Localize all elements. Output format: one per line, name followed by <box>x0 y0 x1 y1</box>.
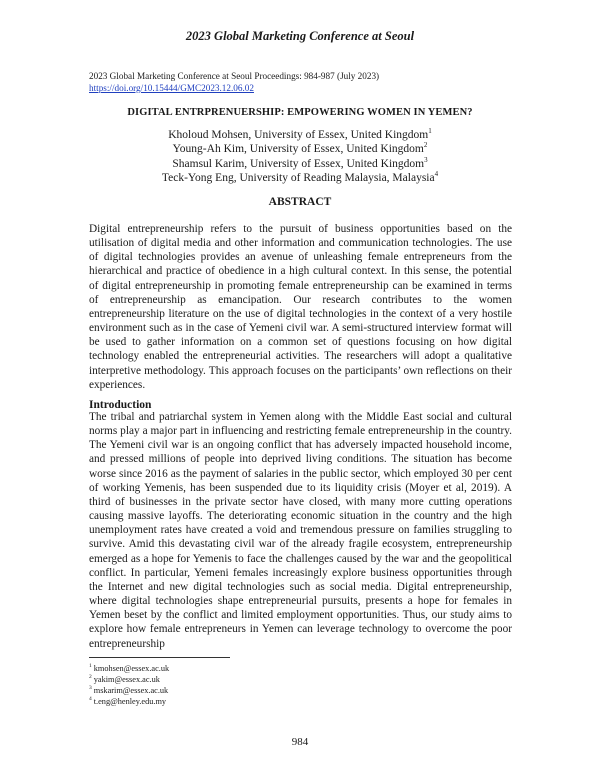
abstract-body: Digital entrepreneurship refers to the pursuit of business opportunities based on the utilisation of digital media and other information and communication technologies. The use of digital technologies provides an avenue of unleashing female entrepreneurs from the hierarchical and practice of obedience in a high cultural context. In this sense, the potential of digital entrepreneurship in promoting female entrepreneurship can be examined in terms of entrepreneurship as emancipation. Our research contributes to the women entrepreneurship literature on the use of digital technologies in the context of a very hostile environment such as in the case of Yemeni civil war. A semi-structured interview format will be used to gather information on a common set of questions focusing on how digital technology enabled the entrepreneurial activities. The researchers will adopt a qualitative interpretive methodology. This approach focuses on the participants’ own reflections on their experiences. <box>89 223 512 391</box>
author-line <box>0 171 600 185</box>
introduction-heading: Introduction <box>89 399 152 411</box>
footnote-mark: 3 <box>424 155 428 164</box>
footnotes <box>89 663 169 707</box>
author-affiliation: Kholoud Mohsen, University of Essex, United Kingdom <box>168 129 429 141</box>
author-list <box>0 128 600 185</box>
footnote-number: 3 <box>89 685 92 692</box>
footnote <box>89 663 169 674</box>
abstract-heading: ABSTRACT <box>268 196 332 208</box>
footnote-mark: 2 <box>423 141 428 150</box>
proceedings-citation: 2023 Global Marketing Conference at Seoul Proceedings: 984-987 (July 2023) <box>89 71 380 81</box>
page-number: 984 <box>291 736 309 748</box>
author-affiliation: Shamsul Karim, University of Essex, United Kingdom <box>172 157 425 170</box>
author-email: yakim@essex.ac.uk <box>93 675 160 684</box>
author-email: kmohsen@essex.ac.uk <box>93 664 170 673</box>
doi-link[interactable]: https://doi.org/10.15444/GMC2023.12.06.02 <box>89 83 254 93</box>
footnote-number: 2 <box>89 674 92 681</box>
footnote <box>89 685 169 696</box>
footnote <box>89 696 169 707</box>
footnote <box>89 674 169 685</box>
author-email: mskarim@essex.ac.uk <box>93 686 169 695</box>
running-header: 2023 Global Marketing Conference at Seoul <box>185 29 415 43</box>
author-line <box>0 128 600 142</box>
paper-title: DIGITAL ENTRPRENUERSHIP: EMPOWERING WOMEN IN YEMEN? <box>127 107 473 118</box>
author-affiliation: Teck-Yong Eng, University of Reading Malaysia, Malaysia <box>161 171 435 184</box>
introduction-body: The tribal and patriarchal system in Yemen along with the Middle East social and cultural norms play a major part in influencing and restricting female entrepreneurship in the country. The Yemeni civil war is an ongoing conflict that has adversely impacted household income, and pressed millions of people into deprived living conditions. The situation has become worse since 2016 as the payment of salaries in the public sector, which employed 30 per cent of working Yemenis, has been suspended due to its liquidity crisis (Moyer et al, 2019). A third of businesses in the private sector have closed, with many more cutting operations causing massive layoffs. The deteriorating economic situation in the country and the high unemployment rates have created a void and tremendous pressure on families struggling to survive. Amid this devastating civil war of the already fragile ecosystem, entrepreneurship emerged as a hope for Yemenis to face the challenges caused by the war and the geopolitical conflict. In particular, Yemeni females increasingly explore business opportunities through the Internet and new digital technologies such as social media. Digital entrepreneurship, where digital technologies shape entrepreneurial pursuits, presents a hope for females in Yemen beset by the conflict and limited employment opportunities. Thus, our study aims to explore how female entrepreneurs in Yemen can leverage technology to overcome the poor entrepreneurship <box>89 411 512 650</box>
author-line <box>0 157 600 171</box>
footnote-number: 4 <box>89 696 92 703</box>
footnote-divider <box>89 657 230 658</box>
author-email: t.eng@henley.edu.my <box>93 697 167 706</box>
footnote-mark: 1 <box>428 127 432 136</box>
footnote-mark: 4 <box>434 170 439 179</box>
author-line <box>0 142 600 156</box>
proceedings-info <box>89 70 379 94</box>
author-affiliation: Young-Ah Kim, University of Essex, United Kingdom <box>172 143 424 156</box>
footnote-number: 1 <box>89 663 92 670</box>
